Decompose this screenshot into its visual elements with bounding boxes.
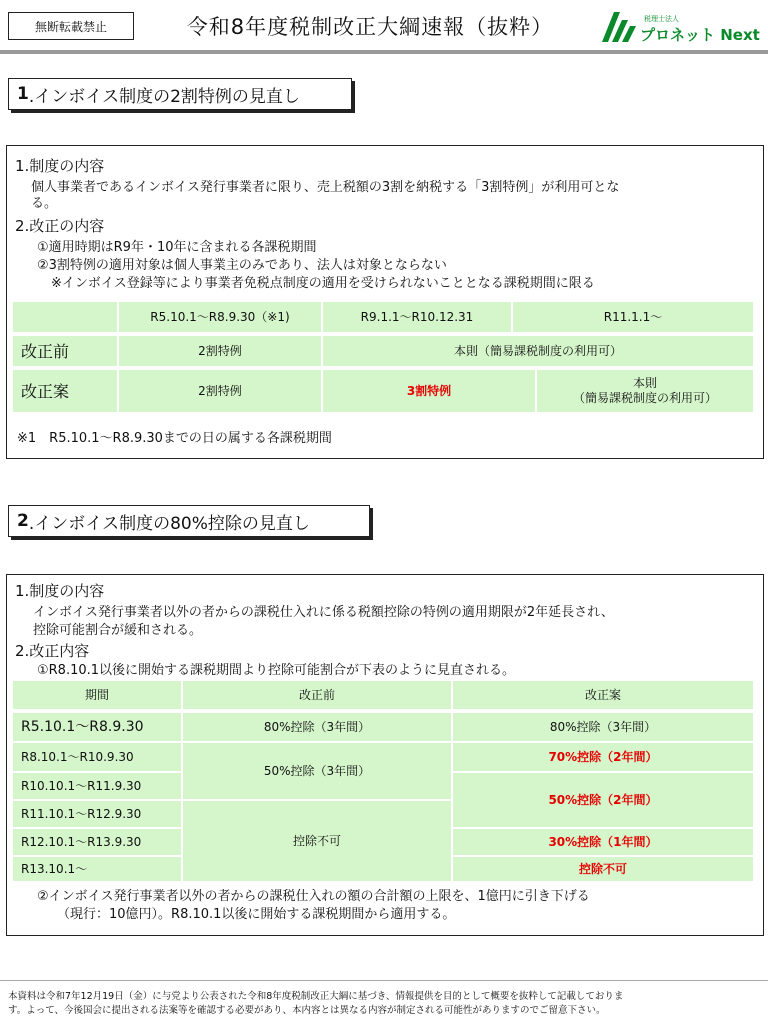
section1-heading-number: 1 bbox=[17, 84, 29, 104]
page-title: 令和8年度税制改正大綱速報（抜粋） bbox=[186, 15, 554, 39]
table2-period-1: R5.10.1～R8.9.30 bbox=[13, 713, 181, 741]
disclaimer-line-2: す。よって、今後国会に提出される法案等を確認する必要があり、本内容とは異なる内容が制定される可能性がありますのでご留意下さい。 bbox=[8, 1005, 606, 1016]
table1-header-period-1: R5.10.1～R8.9.30（※1) bbox=[119, 302, 321, 332]
table2-header-after: 改正案 bbox=[453, 681, 753, 709]
logo-name: プロネット Next bbox=[640, 26, 760, 44]
table2-period-2: R8.10.1～R10.9.30 bbox=[13, 743, 181, 771]
table1-row-label-before: 改正前 bbox=[13, 336, 117, 366]
table2-before-2: 50%控除（3年間） bbox=[183, 743, 451, 799]
table2-after-4: 30%控除（1年間） bbox=[453, 829, 753, 855]
no-reprint-badge: 無断転載禁止 bbox=[8, 12, 134, 40]
table2-after-3: 50%控除（2年間） bbox=[453, 773, 753, 827]
section1-content-title: 1.制度の内容 bbox=[15, 157, 105, 175]
footer-divider bbox=[0, 980, 768, 981]
table1-after-cell-3 bbox=[537, 370, 753, 412]
table1-after-cell-3-line1: 本則 bbox=[632, 376, 657, 390]
table2-after-5: 控除不可 bbox=[453, 857, 753, 881]
disclaimer-line-1: 本資料は令和7年12月19日（金）に与党より公表された令和8年度税制改正大綱に基づき、情報提供を目的として概要を抜粋して記載しておりま bbox=[8, 991, 624, 1002]
table2-period-4: R11.10.1～R12.9.30 bbox=[13, 801, 181, 827]
disclaimer-footer bbox=[8, 990, 764, 1018]
section1-item-3: ※インボイス登録等により事業者免税点制度の適用を受けられないこととなる課税期間に限る bbox=[51, 276, 595, 291]
section2-content-title: 1.制度の内容 bbox=[15, 582, 105, 600]
section1-revision-title: 2.改正の内容 bbox=[15, 217, 105, 235]
section2-revision-title: 2.改正内容 bbox=[15, 642, 90, 660]
section2-item-1: ①R8.10.1以後に開始する課税期間より控除可能割合が下表のように見直される。 bbox=[37, 663, 516, 678]
table2-period-5: R12.10.1～R13.9.30 bbox=[13, 829, 181, 855]
section2-heading-number: 2 bbox=[17, 511, 29, 531]
table1-before-cell-2-3: 本則（簡易課税制度の利用可） bbox=[323, 336, 753, 366]
table2-header-before: 改正前 bbox=[183, 681, 451, 709]
header-divider bbox=[0, 50, 768, 54]
page-header bbox=[0, 0, 768, 56]
table1-after-cell-3-line2: （簡易課税制度の利用可） bbox=[572, 391, 717, 405]
section1-content-body-1: 個人事業者であるインボイス発行事業者に限り、売上税額の3割を納税する「3割特例」が利用可とな bbox=[31, 180, 620, 195]
section2-content-body-1: インボイス発行事業者以外の者からの課税仕入れに係る税額控除の特例の適用期限が2年延長され、 bbox=[33, 605, 614, 620]
section1-item-2: ②3割特例の適用対象は個人事業主のみであり、法人は対象とならない bbox=[37, 258, 447, 273]
section1-panel bbox=[6, 145, 764, 459]
logo-mark-icon bbox=[600, 10, 638, 44]
table1-header-period-3: R11.1.1～ bbox=[513, 302, 753, 332]
logo-subtitle: 税理士法人 bbox=[644, 15, 679, 23]
table2-header-period: 期間 bbox=[13, 681, 181, 709]
section1-heading bbox=[8, 78, 352, 110]
table2-period-6: R13.10.1～ bbox=[13, 857, 181, 881]
table1-header-period-2: R9.1.1～R10.12.31 bbox=[323, 302, 511, 332]
section2-panel bbox=[6, 574, 764, 936]
table2-before-1: 80%控除（3年間） bbox=[183, 713, 451, 741]
table2-after-2: 70%控除（2年間） bbox=[453, 743, 753, 771]
section2-content-body-2: 控除可能割合が緩和される。 bbox=[33, 623, 203, 638]
section1-heading-text: .インボイス制度の2割特例の見直し bbox=[28, 86, 300, 107]
section1-item-1: ①適用時期はR9年・10年に含まれる各課税期間 bbox=[37, 240, 317, 255]
section1-content-body-2: る。 bbox=[31, 196, 58, 211]
section2-item-2-line2: （現行：10億円）。R8.10.1以後に開始する課税期間から適用する。 bbox=[57, 907, 456, 922]
table1-before-cell-1: 2割特例 bbox=[119, 336, 321, 366]
table1-row-label-after: 改正案 bbox=[13, 370, 117, 412]
section2-item-2-line1: ②インボイス発行事業者以外の者からの課税仕入れの額の合計額の上限を、1億円に引き下げる bbox=[37, 889, 590, 904]
table1-after-cell-1: 2割特例 bbox=[119, 370, 321, 412]
section2-heading bbox=[8, 505, 370, 537]
table2-period-3: R10.10.1～R11.9.30 bbox=[13, 773, 181, 799]
table2-after-1: 80%控除（3年間） bbox=[453, 713, 753, 741]
section2-heading-text: .インボイス制度の80%控除の見直し bbox=[28, 513, 310, 534]
table2-before-3: 控除不可 bbox=[183, 801, 451, 881]
section1-footnote: ※1 R5.10.1～R8.9.30までの日の属する各課税期間 bbox=[17, 431, 332, 446]
table1-header-empty bbox=[13, 302, 117, 332]
company-logo bbox=[600, 6, 765, 48]
table1-after-cell-2: 3割特例 bbox=[323, 370, 535, 412]
